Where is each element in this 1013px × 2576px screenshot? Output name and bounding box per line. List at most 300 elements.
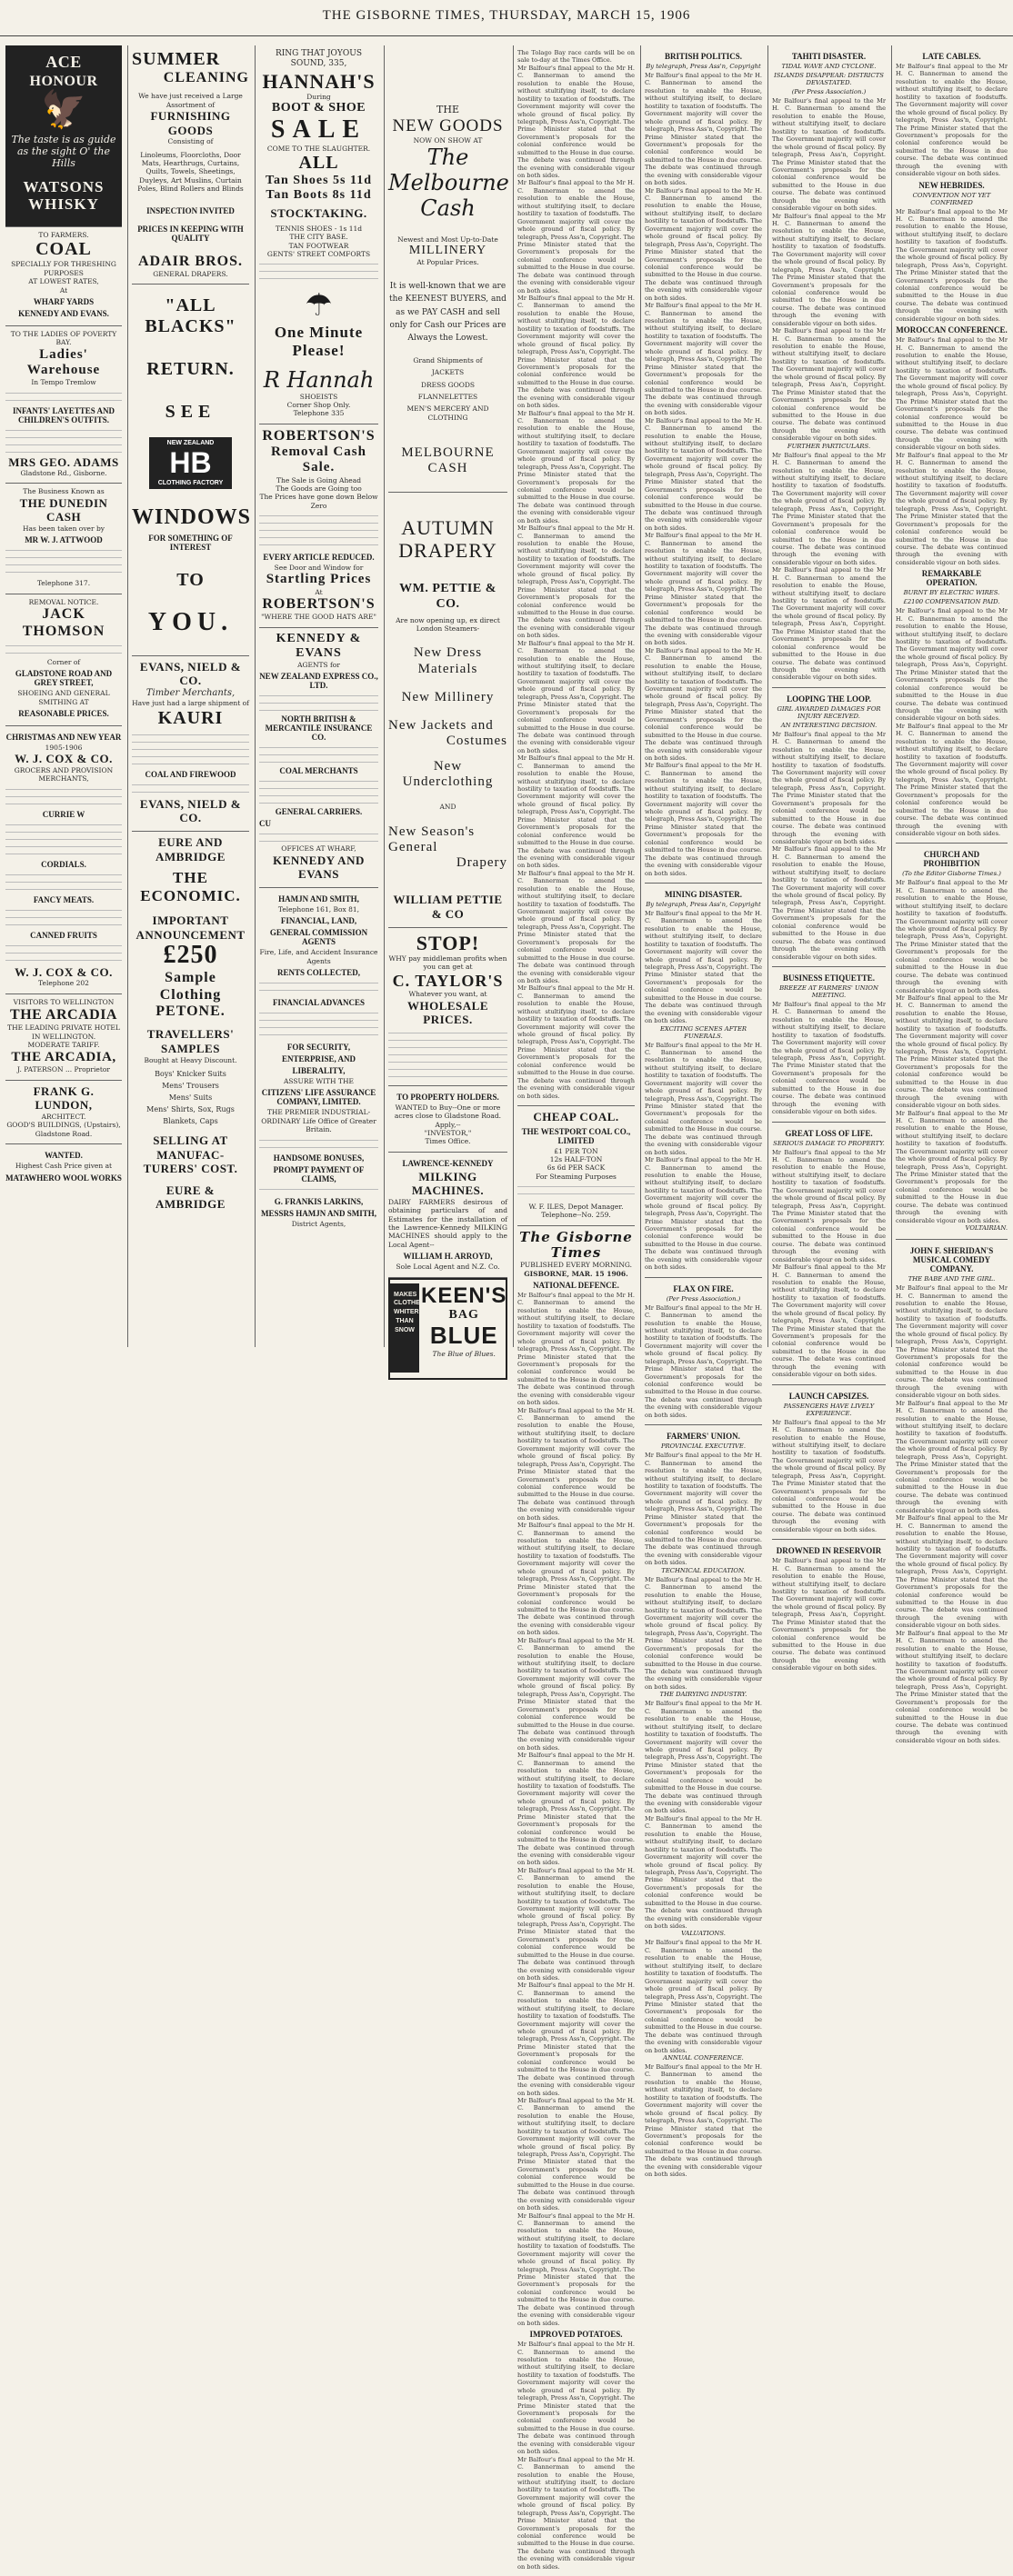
melb-mill: MILLINERY <box>408 244 487 258</box>
improved-potatoes: IMPROVED POTATOES. <box>529 2330 623 2340</box>
melbourne-cash-ad <box>388 45 507 493</box>
eure-bought: Bought at Heavy Discount. <box>144 1055 237 1064</box>
hannah-ad <box>259 45 378 424</box>
tahiti-sub2: ISLANDS DISAPPEAR: DISTRICTS DEVASTATED. <box>774 72 884 86</box>
launch-sub: PASSENGERS HAVE LIVELY EXPERIENCE. <box>783 1402 875 1417</box>
melb-item: JACKETS <box>431 368 465 377</box>
body-text: Mr Balfour's final appeal to the Mr H. C. Bannerman to amend the resolution to enable the House, without stultifying itself, to declare hostility to taxation of foodstuffs. The Government majority will cover the whole ground of fiscal policy. By telegraph, Press Ass'n, Copyright. The Prime Minister stated that the Government's proposals for the colonial conference would be submitted to the House in due course. The debate was continued through the evening with considerable vigour on both sides. <box>517 754 635 870</box>
coal-rates: AT LOWEST RATES, <box>28 277 99 286</box>
hannah-tan-shoes: Tan Shoes 5s 11d <box>265 174 373 188</box>
wanted-text: Highest Cash Price given at <box>15 1162 113 1171</box>
church-prohibition <box>896 844 1008 1240</box>
body-text: Mr Balfour's final appeal to the Mr H. C. Bannerman to amend the resolution to enable the House, without stultifying itself, to declare hostility to taxation of foodstuffs. The Government majority will cover the whole ground of fiscal policy. By telegraph, Press Ass'n, Copyright. The Prime Minister stated that the Government's proposals for the colonial conference would be submitted to the House in due course. The debate was continued through the evening with considerable vigour on both sides. <box>517 1752 635 1867</box>
property-title: TO PROPERTY HOLDERS. <box>396 1092 499 1102</box>
summer-cons: Consisting of <box>167 137 214 146</box>
umbrella-icon: ☂ <box>305 287 333 324</box>
jack-prices: REASONABLE PRICES. <box>18 709 109 719</box>
milking-arroyd: WILLIAM H. ARROYD, <box>403 1252 493 1262</box>
eure-important: IMPORTANT <box>152 914 229 928</box>
hannah-title: HANNAH'S <box>262 69 376 93</box>
summer-firm: ADAIR BROS. <box>137 253 243 269</box>
kennedy-list: NORTH BRITISH & MERCANTILE INSURANCE CO. <box>265 714 373 743</box>
arcadia-private: THE LEADING PRIVATE HOTEL IN WELLINGTON. <box>7 1023 120 1041</box>
farmers-union <box>645 1425 762 2183</box>
all-blacks-you: YOU. <box>147 607 234 636</box>
pettie-ad <box>388 493 507 928</box>
coal-special: SPECIALLY FOR THRESHING PURPOSES <box>11 260 116 277</box>
body-text: Mr Balfour's final appeal to the Mr H. C. Bannerman to amend the resolution to enable the House, without stultifying itself, to declare hostility to taxation of foodstuffs. The Government majority will cover the whole ground of fiscal policy. By telegraph, Press Ass'n, Copyright. The Prime Minister stated that the Government's proposals for the colonial conference would be submitted to the House in due course. The debate was continued through the evening with considerable vigour on both sides. <box>896 722 1008 837</box>
body-text: Mr Balfour's final appeal to the Mr H. C. Bannerman to amend the resolution to enable the House, without stultifying itself, to declare hostility to taxation of foodstuffs. The Government majority will cover the whole ground of fiscal policy. By telegraph, Press Ass'n, Copyright. The Prime Minister stated that the Government's proposals for the colonial conference would be submitted to the House in due course. The debate was continued through the evening with considerable vigour on both sides. <box>772 845 886 961</box>
body-text: Mr Balfour's final appeal to the Mr H. C. Bannerman to amend the resolution to enable the House, without stultifying itself, to declare hostility to taxation of foodstuffs. The Government majority will cover the whole ground of fiscal policy. By telegraph, Press Ass'n, Copyright. The Prime Minister stated that the Government's proposals for the colonial conference would be submitted to the House in due course. The debate was continued through the evening with considerable vigour on both sides. <box>645 1041 762 1156</box>
body-text: Mr Balfour's final appeal to the Mr H. C. Bannerman to amend the resolution to enable the House, without stultifying itself, to declare hostility to taxation of foodstuffs. The Government majority will cover the whole ground of fiscal policy. By telegraph, Press Ass'n, Copyright. The Prime Minister stated that the Government's proposals for the colonial conference would be submitted to the House in due course. The debate was continued through the evening with considerable vigour on both sides. <box>517 984 635 1100</box>
all-blacks-return: RETURN. <box>146 359 235 380</box>
keens-tag: The Blue of Blues. <box>432 1350 496 1359</box>
hamjn-fire: Fire, Life, and Accident Insurance Agents <box>259 948 378 965</box>
taylor-name: C. TAYLOR'S <box>392 971 504 990</box>
robertson-see: See Door and Window for <box>274 564 364 573</box>
cox-name: W. J. COX & CO. <box>15 752 113 766</box>
dunedin-title: THE DUNEDIN CASH <box>19 495 108 524</box>
melb-known: It is well-known that we are the KEENEST BUYERS, and as we PAY CASH and sell only for Cash our Prices are Always the Lowest. <box>389 281 506 344</box>
times-date: GISBORNE, MAR. 15 1906. <box>524 1269 628 1278</box>
arcadia-visitors: VISITORS TO WELLINGTON <box>13 997 115 1006</box>
kennedy-cu: CU <box>259 819 271 829</box>
ladies-to: TO THE LADIES OF POVERTY BAY. <box>10 329 117 347</box>
wanted-ad <box>5 1144 122 1189</box>
wanted-title: WANTED. <box>45 1151 83 1161</box>
citizens-enterprise: ENTERPRISE, AND <box>281 1054 356 1064</box>
body-text: Mr Balfour's final appeal to the Mr H. C. Bannerman to amend the resolution to enable the House, without stultifying itself, to declare hostility to taxation of foodstuffs. The Government majority will cover the whole ground of fiscal policy. By telegraph, Press Ass'n, Copyright. The Prime Minister stated that the Government's proposals for the colonial conference would be submitted to the House in due course. The debate was continued through the evening with considerable vigour on both sides. <box>896 1109 1008 1224</box>
etiq-title: BUSINESS ETIQUETTE. <box>782 973 876 983</box>
body-text: Mr Balfour's final appeal to the Mr H. C. Bannerman to amend the resolution to enable the House, without stultifying itself, to declare hostility to taxation of foodstuffs. The Government majority will cover the whole ground of fiscal policy. By telegraph, Press Ass'n, Copyright. The Prime Minister stated that the Government's proposals for the colonial conference would be submitted to the House in due course. The debate was continued through the evening with considerable vigour on both sides. <box>517 1636 635 1752</box>
hannah-corner: Corner Shop Only. <box>286 400 351 409</box>
honour-label: HONOUR <box>29 73 98 89</box>
mining-title: MINING DISASTER. <box>664 889 743 899</box>
melb-title: MELBOURNE CASH <box>401 445 495 476</box>
cheap-coal-ad <box>517 1106 635 1226</box>
robertson-line: The Prices have gone down Below Zero <box>259 493 378 510</box>
late-moroc: MOROCCAN CONFERENCE. <box>896 325 1008 335</box>
tahiti-pa: (Per Press Association.) <box>791 88 867 95</box>
all-blacks-some: FOR SOMETHING OF INTEREST <box>148 533 233 552</box>
column-3 <box>255 45 382 1347</box>
melb-the: THE <box>436 104 459 115</box>
body-text: Mr Balfour's final appeal to the Mr H. C. Bannerman to amend the resolution to enable the House, without stultifying itself, to declare hostility to taxation of foodstuffs. The Government majority will cover the whole ground of fiscal policy. By telegraph, Press Ass'n, Copyright. The Prime Minister stated that the Government's proposals for the colonial conference would be submitted to the House in due course. The debate was continued through the evening with considerable vigour on both sides. <box>772 451 886 566</box>
body-text: Mr Balfour's final appeal to the Mr H. C. Bannerman to amend the resolution to enable the House, without stultifying itself, to declare hostility to taxation of foodstuffs. The Government majority will cover the whole ground of fiscal policy. By telegraph, Press Ass'n, Copyright. The Prime Minister stated that the Government's proposals for the colonial conference would be submitted to the House in due course. The debate was continued through the evening with considerable vigour on both sides. <box>896 1514 1008 1630</box>
body-text: Mr Balfour's final appeal to the Mr H. C. Bannerman to amend the resolution to enable the House, without stultifying itself, to declare hostility to taxation of foodstuffs. The Government majority will cover the whole ground of fiscal policy. By telegraph, Press Ass'n, Copyright. The Prime Minister stated that the Government's proposals for the colonial conference would be submitted to the House in due course. The debate was continued through the evening with considerable vigour on both sides. <box>517 409 635 524</box>
pettie-line: Costumes <box>446 734 507 749</box>
milking-dairy: DAIRY FARMERS desirous of obtaining particulars of and Estimates for the installation of the Lawrence-Kennedy MILKING MACHINES should apply to the Local Agent-- <box>388 1197 507 1249</box>
property-times: Times Office. <box>425 1137 471 1146</box>
citizens-assure: ASSURE WITH THE <box>283 1077 354 1086</box>
column-6 <box>640 45 766 2179</box>
column-4 <box>384 45 511 1359</box>
pettie-line: New Dress Materials <box>413 645 483 676</box>
hannah-all: ALL <box>298 153 339 174</box>
melb-grand: Grand Shipments of <box>413 355 483 364</box>
column-7 <box>767 45 889 1672</box>
ladies-outfits: INFANTS' LAYETTES AND CHILDREN'S OUTFITS. <box>12 405 115 424</box>
kennedy-evans-ad <box>259 628 378 888</box>
farmers-annual: ANNUAL CONFERENCE. <box>663 2054 744 2062</box>
robertson-every: EVERY ARTICLE REDUCED. <box>263 553 375 563</box>
body-text: Mr Balfour's final appeal to the Mr H. C. Bannerman to amend the resolution to enable the House, without stultifying itself, to declare hostility to taxation of foodstuffs. The Government majority will cover the whole ground of fiscal policy. By telegraph, Press Ass'n, Copyright. The Prime Minister stated that the Government's proposals for the colonial conference would be submitted to the House in due course. The debate was continued through the evening with considerable vigour on both sides. <box>517 2341 635 2456</box>
mining-sub: EXCITING SCENES AFTER FUNERALS. <box>659 1024 747 1040</box>
business-etiquette <box>772 967 886 1123</box>
eure-petone: PETONE. <box>155 1003 226 1020</box>
body-text: Mr Balfour's final appeal to the Mr H. C. Bannerman to amend the resolution to enable the House, without stultifying itself, to declare hostility to taxation of foodstuffs. The Government majority will cover the whole ground of fiscal policy. By telegraph, Press Ass'n, Copyright. The Prime Minister stated that the Government's proposals for the colonial conference would be submitted to the House in due course. The debate was continued through the evening with considerable vigour on both sides. <box>772 1148 886 1263</box>
summer-role: GENERAL DRAPERS. <box>153 269 228 278</box>
body-text: Mr Balfour's final appeal to the Mr H. C. Bannerman to amend the resolution to enable the House, without stultifying itself, to declare hostility to taxation of foodstuffs. The Government majority will cover the whole ground of fiscal policy. By telegraph, Press Ass'n, Copyright. The Prime Minister stated that the Government's proposals for the colonial conference would be submitted to the House in due course. The debate was continued through the evening with considerable vigour on both sides. <box>896 63 1008 178</box>
melb-newest: Newest and Most Up-to-Date <box>397 235 498 244</box>
flax-sub: (Per Press Association.) <box>666 1294 741 1303</box>
eure-eco: THE ECONOMIC. <box>140 869 241 904</box>
robertson-line: The Sale is Going Ahead <box>276 475 361 484</box>
launch-capsizes <box>772 1385 886 1541</box>
milking-lawrence: LAWRENCE-KENNEDY <box>402 1158 494 1168</box>
eure-name2: EURE & AMBRIDGE <box>155 1183 226 1212</box>
british-politics <box>645 45 762 884</box>
times-nd: NATIONAL DEFENCE. <box>533 1281 619 1291</box>
body-text: Mr Balfour's final appeal to the Mr H. C. Bannerman to amend the resolution to enable the House, without stultifying itself, to declare hostility to taxation of foodstuffs. The Government majority will cover the whole ground of fiscal policy. By telegraph, Press Ass'n, Copyright. The Prime Minister stated that the Government's proposals for the colonial conference would be submitted to the House in due course. The debate was continued through the evening with considerable vigour on both sides. <box>517 179 635 295</box>
milking-ad <box>388 1153 507 1278</box>
robertson-at: At <box>315 587 323 596</box>
body-text: Mr Balfour's final appeal to the Mr H. C. Bannerman to amend the resolution to enable the House, without stultifying itself, to declare hostility to taxation of foodstuffs. The Government majority will cover the whole ground of fiscal policy. By telegraph, Press Ass'n, Copyright. The Prime Minister stated that the Government's proposals for the colonial conference would be submitted to the House in due course. The debate was continued through the evening with considerable vigour on both sides. <box>645 302 762 417</box>
jack-notice: REMOVAL NOTICE. <box>28 597 99 606</box>
dunedin-post: Has been taken over by <box>22 524 105 534</box>
hamjn-gen: GENERAL COMMISSION AGENTS <box>269 928 368 947</box>
cox-tel: Telephone 202 <box>38 979 89 988</box>
melb-item: MEN'S MERCERY AND CLOTHING <box>406 404 489 422</box>
summer-list: Linoleums, Floorcloths, Door Mats, Hearthrugs, Curtains, Quilts, Towels, Sheetings, Duyleys, Art Muslins, Curtain Poles, Blind Rollers and Blinds <box>137 150 244 194</box>
cheap-firm: THE WESTPORT COAL CO., LIMITED <box>521 1126 631 1145</box>
citizens-bonus: HANDSOME BONUSES, <box>273 1153 365 1163</box>
jack-thomson-ad <box>5 594 122 726</box>
hannah-come: COME TO THE SLAUGHTER. <box>266 144 371 153</box>
loop-sub: GIRL AWARDED DAMAGES FOR INJURY RECEIVED. <box>777 704 881 720</box>
taylor-stop: STOP! <box>416 931 480 954</box>
pettie-firm2: WILLIAM PETTIE & CO <box>393 893 503 921</box>
keens-makes <box>390 1283 425 1373</box>
cox-years: 1905-1906 <box>45 744 83 753</box>
jack-corner: Corner of <box>46 657 81 666</box>
eure-announce: ANNOUNCEMENT <box>135 927 246 942</box>
property-ad <box>388 1086 507 1153</box>
times-pub: PUBLISHED EVERY MORNING. <box>519 1261 633 1270</box>
hannah-signature: R Hannah <box>263 366 375 393</box>
masthead-title: THE GISBORNE TIMES, THURSDAY, MARCH 15, 1906 <box>322 8 691 23</box>
body-text: Mr Balfour's final appeal to the Mr H. C. Bannerman to amend the resolution to enable the House, without stultifying itself, to declare hostility to taxation of foodstuffs. The Government majority will cover the whole ground of fiscal policy. By telegraph, Press Ass'n, Copyright. The Prime Minister stated that the Government's proposals for the colonial conference would be submitted to the House in due course. The debate was continued through the evening with considerable vigour on both sides. <box>517 1866 635 1982</box>
hamjn-fin: FINANCIAL, LAND, <box>280 916 357 926</box>
cheap-halfton: 12s HALF-TON <box>549 1154 603 1163</box>
keens-blue: BLUE <box>429 1322 498 1350</box>
coal-title: COAL <box>35 239 92 260</box>
ladies-name: MRS GEO. ADAMS <box>8 454 119 469</box>
coal-ad <box>5 227 122 326</box>
body-text: Mr Balfour's final appeal to the Mr H. C. Bannerman to amend the resolution to enable the House, without stultifying itself, to declare hostility to taxation of foodstuffs. The Government majority will cover the whole ground of fiscal policy. By telegraph, Press Ass'n, Copyright. The Prime Minister stated that the Government's proposals for the colonial conference would be submitted to the House in due course. The debate was continued through the evening with considerable vigour on both sides. <box>896 336 1008 452</box>
hannah-minute: One Minute Please! <box>274 324 364 359</box>
eure-item: Mens' Shirts, Sox, Rugs <box>146 1104 235 1113</box>
hb-text: HB <box>169 446 212 480</box>
milking-title: MILKING MACHINES. <box>411 1169 485 1198</box>
kennedy-list: NEW ZEALAND EXPRESS CO., LTD. <box>259 672 378 691</box>
body-text: Mr Balfour's final appeal to the Mr H. C. Bannerman to amend the resolution to enable the House, without stultifying itself, to declare hostility to taxation of foodstuffs. The Government majority will cover the whole ground of fiscal policy. By telegraph, Press Ass'n, Copyright. The Prime Minister stated that the Government's proposals for the colonial conference would be submitted to the House in due course. The debate was continued through the evening with considerable vigour on both sides. <box>517 2212 635 2327</box>
citizens-hamjn: MESSRS HAMJN AND SMITH, <box>260 1208 376 1218</box>
pettie-autumn: AUTUMN <box>401 515 495 539</box>
wanted-firm: MATAWHERO WOOL WORKS <box>5 1173 122 1183</box>
drown-title: DROWNED IN RESERVOIR <box>776 1546 882 1556</box>
kennedy-title: KENNEDY & EVANS <box>276 631 362 660</box>
melb-now: NOW ON SHOW AT <box>413 135 483 145</box>
hamjn-box: Box 81, <box>333 904 360 914</box>
body-text: Mr Balfour's final appeal to the Mr H. C. Bannerman to amend the resolution to enable the House, without stultifying itself, to declare hostility to taxation of foodstuffs. The Government majority will cover the whole ground of fiscal policy. By telegraph, Press Ass'n, Copyright. The Prime Minister stated that the Government's proposals for the colonial conference would be submitted to the House in due course. The debate was continued through the evening with considerable vigour on both sides. <box>517 2096 635 2212</box>
dunedin-cash-ad <box>5 484 122 594</box>
dunedin-pre: The Business Known as <box>23 487 105 496</box>
keens-bag: BAG <box>448 1308 479 1323</box>
keens-ad <box>388 1278 507 1380</box>
taylor-whole: WHOLESALE PRICES. <box>406 998 489 1027</box>
eure-item: Mens' Suits <box>168 1093 213 1102</box>
body-text: Mr Balfour's final appeal to the Mr H. C. Bannerman to amend the resolution to enable the House, without stultifying itself, to declare hostility to taxation of foodstuffs. The Government majority will cover the whole ground of fiscal policy. By telegraph, Press Ass'n, Copyright. The Prime Minister stated that the Government's proposals for the colonial conference would be submitted to the House in due course. The debate was continued through the evening with considerable vigour on both sides. <box>645 1939 762 2054</box>
hannah-tan: TAN FOOTWEAR <box>288 241 349 250</box>
body-text: Mr Balfour's final appeal to the Mr H. C. Bannerman to amend the resolution to enable the House, without stultifying itself, to declare hostility to taxation of foodstuffs. The Government majority will cover the whole ground of fiscal policy. By telegraph, Press Ass'n, Copyright. The Prime Minister stated that the Government's proposals for the colonial conference would be submitted to the House in due course. The debate was continued through the evening with considerable vigour on both sides. <box>517 2455 635 2571</box>
body-text: Mr Balfour's final appeal to the Mr H. C. Bannerman to amend the resolution to enable the House, without stultifying itself, to declare hostility to taxation of foodstuffs. The Government majority will cover the whole ground of fiscal policy. By telegraph, Press Ass'n, Copyright. The Prime Minister stated that the Government's proposals for the colonial conference would be submitted to the House in due course. The debate was continued through the evening with considerable vigour on both sides. <box>517 1982 635 2097</box>
summer-cleaning-ad <box>132 45 249 285</box>
body-text: Mr Balfour's final appeal to the Mr H. C. Bannerman to amend the resolution to enable the House, without stultifying itself, to declare hostility to taxation of foodstuffs. The Government majority will cover the whole ground of fiscal policy. By telegraph, Press Ass'n, Copyright. The Prime Minister stated that the Government's proposals for the colonial conference would be submitted to the House in due course. The debate was continued through the evening with considerable vigour on both sides. <box>517 1292 635 1407</box>
cheap-title: CHEAP COAL. <box>533 1109 619 1123</box>
milking-agent: Sole Local Agent and N.Z. Co. <box>396 1263 500 1272</box>
great-title: GREAT LOSS OF LIFE. <box>785 1128 873 1138</box>
watsons-brand: WATSONS WHISKY <box>23 177 105 214</box>
farmers-prov: PROVINCIAL EXECUTIVE. <box>660 1443 747 1451</box>
hannah-ring: RING THAT JOYOUS SOUND, 335, <box>275 49 363 69</box>
tahiti-sub: TIDAL WAVE AND CYCLONE. <box>781 63 877 70</box>
robertson-name2: ROBERTSON'S <box>262 596 376 613</box>
late-burnt: BURNT BY ELECTRIC WIRES. <box>903 589 1000 597</box>
cox-canned: CANNED FRUITS <box>30 930 97 940</box>
eure-travellers: TRAVELLERS' SAMPLES <box>146 1027 235 1056</box>
summer-sub: CLEANING <box>163 70 249 85</box>
hb-logo <box>149 437 233 489</box>
taste-text: The taste is as guide as the sight O' the Hills <box>11 133 116 169</box>
hamjn-tel: Telephone 161, <box>277 904 332 914</box>
pettie-line: New Jackets and <box>388 718 494 734</box>
brit-title: BRITISH POLITICS. <box>664 52 743 61</box>
column-8 <box>891 45 1011 1744</box>
late-conv: CONVENTION NOT YET CONFIRMED <box>912 191 991 206</box>
melb-item: FLANNELETTES <box>417 392 478 401</box>
arcadia-prop: J. PATERSON ... Proprietor <box>17 1065 110 1074</box>
property-wanted: WANTED to Buy--One or more acres close to Gladstone Road. <box>394 1103 502 1121</box>
cox-cordials: CORDIALS. <box>41 859 86 869</box>
church-title: CHURCH AND PROHIBITION <box>923 850 980 869</box>
tahiti-disaster <box>772 45 886 688</box>
citizens-liberality: LIBERALITY, <box>292 1066 346 1076</box>
evans-coal: COAL AND FIREWOOD <box>145 769 236 779</box>
dunedin-owner: MR W. J. ATTWOOD <box>25 535 103 545</box>
body-text: Mr Balfour's final appeal to the Mr H. C. Bannerman to amend the resolution to enable the House, without stultifying itself, to declare hostility to taxation of foodstuffs. The Government majority will cover the whole ground of fiscal policy. By telegraph, Press Ass'n, Copyright. The Prime Minister stated that the Government's proposals for the colonial conference would be submitted to the House in due course. The debate was continued through the evening with considerable vigour on both sides. <box>517 64 635 179</box>
ladies-title: Ladies' Warehouse <box>26 346 101 377</box>
body-text: Mr Balfour's final appeal to the Mr H. C. Bannerman to amend the resolution to enable the House, without stultifying itself, to declare hostility to taxation of foodstuffs. The Government majority will cover the whole ground of fiscal policy. By telegraph, Press Ass'n, Copyright. The Prime Minister stated that the Government's proposals for the colonial conference would be submitted to the House in due course. The debate was continued through the evening with considerable vigour on both sides. <box>896 1629 1008 1744</box>
evans-name: EVANS, NIELD & CO. <box>139 659 242 688</box>
body-text: Mr Balfour's final appeal to the Mr H. C. Bannerman to amend the resolution to enable the House, without stultifying itself, to declare hostility to taxation of foodstuffs. The Government majority will cover the whole ground of fiscal policy. By telegraph, Press Ass'n, Copyright. The Prime Minister stated that the Government's proposals for the colonial conference would be submitted to the House in due course. The debate was continued through the evening with considerable vigour on both sides. <box>772 1263 886 1379</box>
coal-wharf: WHARF YARDS <box>33 296 95 306</box>
ladies-warehouse-ad <box>5 326 122 484</box>
keens-makes-text: MAKES CLOTHES WHITER THAN SNOW <box>394 1291 425 1333</box>
great-loss <box>772 1123 886 1385</box>
hannah-boot: BOOT & SHOE <box>271 101 366 115</box>
body-text: Mr Balfour's final appeal to the Mr H. C. Bannerman to amend the resolution to enable the House, without stultifying itself, to declare hostility to taxation of foodstuffs. The Government majority will cover the whole ground of fiscal policy. By telegraph, Press Ass'n, Copyright. The Prime Minister stated that the Government's proposals for the colonial conference would be submitted to the House in due course. The debate was continued through the evening with considerable vigour on both sides. <box>645 1814 762 1930</box>
summer-rcv: We have just received a Large Assortment of <box>138 92 243 109</box>
hamjn-fin2: FINANCIAL ADVANCES <box>272 998 366 1008</box>
summer-invite: INSPECTION INVITED <box>146 205 235 215</box>
all-blacks-see: SEE <box>165 402 216 423</box>
all-blacks-windows: WINDOWS <box>132 505 252 530</box>
late-comp: £2100 COMPENSATION PAID. <box>903 598 1000 606</box>
body-text: Mr Balfour's final appeal to the Mr H. C. Bannerman to amend the resolution to enable the House, without stultifying itself, to declare hostility to taxation of foodstuffs. The Government majority will cover the whole ground of fiscal policy. By telegraph, Press Ass'n, Copyright. The Prime Minister stated that the Government's proposals for the colonial conference would be submitted to the House in due course. The debate was continued through the evening with considerable vigour on both sides. <box>896 1284 1008 1400</box>
late-cables <box>896 45 1008 844</box>
tahiti-title: TAHITI DISASTER. <box>791 52 867 61</box>
body-text: Mr Balfour's final appeal to the Mr H. C. Bannerman to amend the resolution to enable the House, without stultifying itself, to declare hostility to taxation of foodstuffs. The Government majority will cover the whole ground of fiscal policy. By telegraph, Press Ass'n, Copyright. The Prime Minister stated that the Government's proposals for the colonial conference would be submitted to the House in due course. The debate was continued through the evening with considerable vigour on both sides. <box>645 186 762 302</box>
jack-name: JACK THOMSON <box>22 606 105 639</box>
arcadia-tariff: MODERATE TARIFF. <box>27 1041 100 1050</box>
hamjn-title: HAMJN AND SMITH, <box>278 894 359 904</box>
watsons-whisky-ad <box>5 45 122 227</box>
eure-sample: Sample Clothing <box>159 970 222 1003</box>
property-investor: "INVESTOR," <box>424 1128 472 1137</box>
evans-nield-ad <box>132 656 249 832</box>
citizens-premier: THE PREMIER INDUSTRIAL-ORDINARY Life Office of Greater Britain. <box>261 1108 376 1134</box>
melb-pop: At Popular Prices. <box>416 258 479 267</box>
farmers-title: FARMERS' UNION. <box>667 1432 740 1442</box>
arcadia-ad <box>5 994 122 1081</box>
citizens-larkins: G. FRANKIS LARKINS, <box>274 1196 364 1206</box>
melb-goods: NEW GOODS <box>392 115 504 135</box>
body-text: Mr Balfour's final appeal to the Mr H. C. Bannerman to amend the resolution to enable the House, without stultifying itself, to declare hostility to taxation of foodstuffs. The Government majority will cover the whole ground of fiscal policy. By telegraph, Press Ass'n, Copyright. The Prime Minister stated that the Government's proposals for the colonial conference would be submitted to the House in due course. The debate was continued through the evening with considerable vigour on both sides. <box>645 1303 762 1419</box>
cox-ad <box>5 726 122 994</box>
hannah-sale: SALE <box>270 115 367 144</box>
kennedy-offices: OFFICES AT WHARF, <box>281 844 356 854</box>
kennedy-title2: KENNEDY AND EVANS <box>273 853 365 882</box>
cox-name2: W. J. COX & CO. <box>15 964 113 979</box>
taylor-whatever: Whatever you want, at <box>408 990 487 999</box>
keens-main <box>421 1283 506 1373</box>
robertson-startling: Startling Prices <box>266 572 372 587</box>
body-text: Mr Balfour's final appeal to the Mr H. C. Bannerman to amend the resolution to enable the House, without stultifying itself, to declare hostility to taxation of foodstuffs. The Government majority will cover the whole ground of fiscal policy. By telegraph, Press Ass'n, Copyright. The Prime Minister stated that the Government's proposals for the colonial conference would be submitted to the House in due course. The debate was continued through the evening with considerable vigour on both sides. <box>772 327 886 443</box>
all-blacks-ad <box>132 285 252 655</box>
coal-to: TO FARMERS. <box>38 231 89 239</box>
body-text: Mr Balfour's final appeal to the Mr H. C. Bannerman to amend the resolution to enable the House, without stultifying itself, to declare hostility to taxation of foodstuffs. The Government majority will cover the whole ground of fiscal policy. By telegraph, Press Ass'n, Copyright. The Prime Minister stated that the Government's proposals for the colonial conference would be submitted to the House in due course. The debate was continued through the evening with considerable vigour on both sides. <box>772 97 886 213</box>
pettie-open: Are now opening up, ex direct London Steamers- <box>396 615 500 634</box>
late-rem: REMARKABLE OPERATION. <box>921 569 982 588</box>
citizens-district: District Agents, <box>291 1219 346 1228</box>
hannah-during: During <box>306 92 331 101</box>
jack-street: GLADSTONE ROAD AND GREY STREET, <box>15 669 113 688</box>
hb-top: NEW ZEALAND <box>166 440 215 447</box>
evans-stock: Have just had a large shipment of <box>132 699 249 708</box>
eure-ad <box>132 832 249 1217</box>
body-text: Mr Balfour's final appeal to the Mr H. C. Bannerman to amend the resolution to enable the House, without stultifying itself, to declare hostility to taxation of foodstuffs. The Government majority will cover the whole ground of fiscal policy. By telegraph, Press Ass'n, Copyright. The Prime Minister stated that the Government's proposals for the colonial conference would be submitted to the House in due course. The debate was continued through the evening with considerable vigour on both sides. <box>896 1399 1008 1514</box>
all-blacks-to: TO <box>176 569 205 590</box>
body-text: Mr Balfour's final appeal to the Mr H. C. Bannerman to amend the resolution to enable the House, without stultifying itself, to declare hostility to taxation of foodstuffs. The Government majority will cover the whole ground of fiscal policy. By telegraph, Press Ass'n, Copyright. The Prime Minister stated that the Government's proposals for the colonial conference would be submitted to the House in due course. The debate was continued through the evening with considerable vigour on both sides. <box>645 762 762 877</box>
body-text: Mr Balfour's final appeal to the Mr H. C. Bannerman to amend the resolution to enable the House, without stultifying itself, to declare hostility to taxation of foodstuffs. The Government majority will cover the whole ground of fiscal policy. By telegraph, Press Ass'n, Copyright. The Prime Minister stated that the Government's proposals for the colonial conference would be submitted to the House in due course. The debate was continued through the evening with considerable vigour on both sides. <box>896 451 1008 566</box>
eure-item: Blankets, Caps <box>163 1116 218 1125</box>
kennedy-agents: AGENTS for <box>297 660 340 669</box>
body-text: Mr Balfour's final appeal to the Mr H. C. Bannerman to amend the resolution to enable the House, without stultifying itself, to declare hostility to taxation of foodstuffs. The Government majority will cover the whole ground of fiscal policy. By telegraph, Press Ass'n, Copyright. The Prime Minister stated that the Government's proposals for the colonial conference would be submitted to the House in due course. The debate was continued through the evening with considerable vigour on both sides. <box>772 1418 886 1533</box>
cheap-quarter: 6s 6d PER SACK <box>547 1163 606 1173</box>
lundon-ad <box>5 1081 122 1144</box>
body-text: Mr Balfour's final appeal to the Mr H. C. Bannerman to amend the resolution to enable the House, without stultifying itself, to declare hostility to taxation of foodstuffs. The Government majority will cover the whole ground of fiscal policy. By telegraph, Press Ass'n, Copyright. The Prime Minister stated that the Government's proposals for the colonial conference would be submitted to the House in due course. The debate was continued through the evening with considerable vigour on both sides. <box>896 607 1008 723</box>
loop-title: LOOPING THE LOOP. <box>787 694 871 704</box>
eure-item: Mens' Trousers <box>162 1081 219 1090</box>
sheridan-sub: THE BABE AND THE GIRL. <box>908 1275 996 1283</box>
evans-name2: EVANS, NIELD & CO. <box>139 796 242 825</box>
body-text: Mr Balfour's final appeal to the Mr H. C. Bannerman to amend the resolution to enable the House, without stultifying itself, to declare hostility to taxation of foodstuffs. The Government majority will cover the whole ground of fiscal policy. By telegraph, Press Ass'n, Copyright. The Prime Minister stated that the Government's proposals for the colonial conference would be submitted to the House in due course. The debate was continued through the evening with considerable vigour on both sides. <box>517 639 635 754</box>
pettie-drapery: DRAPERY <box>398 538 497 562</box>
ladies-street: Gladstone Rd., Gisborne. <box>20 469 107 478</box>
hb-bottom: CLOTHING FACTORY <box>157 480 224 487</box>
hamjn-smith-ad <box>259 888 378 1233</box>
pettie-line: Drapery <box>456 855 507 871</box>
pettie-line: New Season's General <box>388 824 476 854</box>
etiq-sub: BREEZE AT FARMERS' UNION MEETING. <box>779 983 878 999</box>
body-text: Mr Balfour's final appeal to the Mr H. C. Bannerman to amend the resolution to enable the House, without stultifying itself, to declare hostility to taxation of foodstuffs. The Government majority will cover the whole ground of fiscal policy. By telegraph, Press Ass'n, Copyright. The Prime Minister stated that the Government's proposals for the colonial conference would be submitted to the House in due course. The debate was continued through the evening with considerable vigour on both sides. <box>645 1575 762 1691</box>
hamjn-tel-row <box>259 905 378 914</box>
pettie-line: New Millinery <box>401 689 495 704</box>
drowned-reservoir <box>772 1540 886 1678</box>
summer-prices: PRICES IN KEEPING WITH QUALITY <box>137 224 244 243</box>
tahiti-further: FURTHER PARTICULARS. <box>787 442 871 450</box>
church-sig: VOLTAIRIAN. <box>965 1224 1008 1233</box>
cheap-mgr: W. F. ILES, Depot Manager. <box>528 1203 624 1212</box>
evans-role: Timber Merchants, <box>145 687 236 698</box>
news-intro <box>517 45 635 1106</box>
eure-money: £250 <box>163 941 218 970</box>
body-text: Mr Balfour's final appeal to the Mr H. C. Bannerman to amend the resolution to enable the House, without stultifying itself, to declare hostility to taxation of foodstuffs. The Government majority will cover the whole ground of fiscal policy. By telegraph, Press Ass'n, Copyright. The Prime Minister stated that the Government's proposals for the colonial conference would be submitted to the House in due course. The debate was continued through the evening with considerable vigour on both sides. <box>896 207 1008 323</box>
column-1 <box>2 45 125 1347</box>
citizens-prompt: PROMPT PAYMENT OF CLAIMS, <box>273 1164 365 1183</box>
farmers-tech: TECHNICAL EDUCATION. <box>661 1566 746 1574</box>
body-text: Mr Balfour's final appeal to the Mr H. C. Bannerman to amend the resolution to enable the House, without stultifying itself, to declare hostility to taxation of foodstuffs. The Government majority will cover the whole ground of fiscal policy. By telegraph, Press Ass'n, Copyright. The Prime Minister stated that the Government's proposals for the colonial conference would be submitted to the House in due course. The debate was continued through the evening with considerable vigour on both sides. <box>772 566 886 682</box>
column-5 <box>513 45 638 2571</box>
body-text: Mr Balfour's final appeal to the Mr H. C. Bannerman to amend the resolution to enable the House, without stultifying itself, to declare hostility to taxation of foodstuffs. The Government majority will cover the whole ground of fiscal policy. By telegraph, Press Ass'n, Copyright. The Prime Minister stated that the Government's proposals for the colonial conference would be submitted to the House in due course. The debate was continued through the evening with considerable vigour on both sides. <box>645 532 762 647</box>
robertson-line: The Goods are Going too <box>276 484 362 493</box>
cox-xmas: CHRISTMAS AND NEW YEAR <box>5 733 122 743</box>
brit-tel: By telegraph, Press Ass'n, Copyright <box>646 63 761 70</box>
citizens-security: FOR SECURITY, <box>286 1043 351 1053</box>
gisborne-times-section <box>517 1226 635 2576</box>
column-2 <box>127 45 253 1347</box>
sheridan-company <box>896 1240 1008 1750</box>
eure-item: Boys' Knicker Suits <box>155 1069 226 1078</box>
pettie-line: New Underclothing <box>402 758 494 789</box>
body-text: Mr Balfour's final appeal to the Mr H. C. Bannerman to amend the resolution to enable the House, without stultifying itself, to declare hostility to taxation of foodstuffs. The Government majority will cover the whole ground of fiscal policy. By telegraph, Press Ass'n, Copyright. The Prime Minister stated that the Government's proposals for the colonial conference would be submitted to the House in due course. The debate was continued through the evening with considerable vigour on both sides. <box>645 72 762 187</box>
robertson-ad <box>259 424 378 628</box>
coal-at: At <box>59 285 68 295</box>
body-text: Mr Balfour's final appeal to the Mr H. C. Bannerman to amend the resolution to enable the House, without stultifying itself, to declare hostility to taxation of foodstuffs. The Government majority will cover the whole ground of fiscal policy. By telegraph, Press Ass'n, Copyright. The Prime Minister stated that the Government's proposals for the colonial conference would be submitted to the House in due course. The debate was continued through the evening with considerable vigour on both sides. <box>772 1557 886 1672</box>
hannah-city: THE CITY BASE. <box>289 233 348 242</box>
body-text: Mr Balfour's final appeal to the Mr H. C. Bannerman to amend the resolution to enable the House, without stultifying itself, to declare hostility to taxation of foodstuffs. The Government majority will cover the whole ground of fiscal policy. By telegraph, Press Ass'n, Copyright. The Prime Minister stated that the Government's proposals for the colonial conference would be submitted to the House in due course. The debate was continued through the evening with considerable vigour on both sides. <box>645 909 762 1025</box>
lundon-name: FRANK G. LUNDON, <box>33 1083 95 1113</box>
body-text: Mr Balfour's final appeal to the Mr H. C. Bannerman to amend the resolution to enable the House, without stultifying itself, to declare hostility to taxation of foodstuffs. The Government majority will cover the whole ground of fiscal policy. By telegraph, Press Ass'n, Copyright. The Prime Minister stated that the Government's proposals for the colonial conference would be submitted to the House in due course. The debate was continued through the evening with considerable vigour on both sides. <box>517 1406 635 1522</box>
coal-firm: KENNEDY AND EVANS. <box>18 308 109 318</box>
lundon-role: ARCHITECT. <box>41 1113 86 1121</box>
melb-item: DRESS GOODS <box>420 380 476 389</box>
masthead <box>0 0 1013 36</box>
farmers-dairy: THE DAIRYING INDUSTRY. <box>659 1691 747 1699</box>
looping-loop <box>772 688 886 967</box>
arcadia-title2: THE ARCADIA, <box>11 1050 116 1065</box>
